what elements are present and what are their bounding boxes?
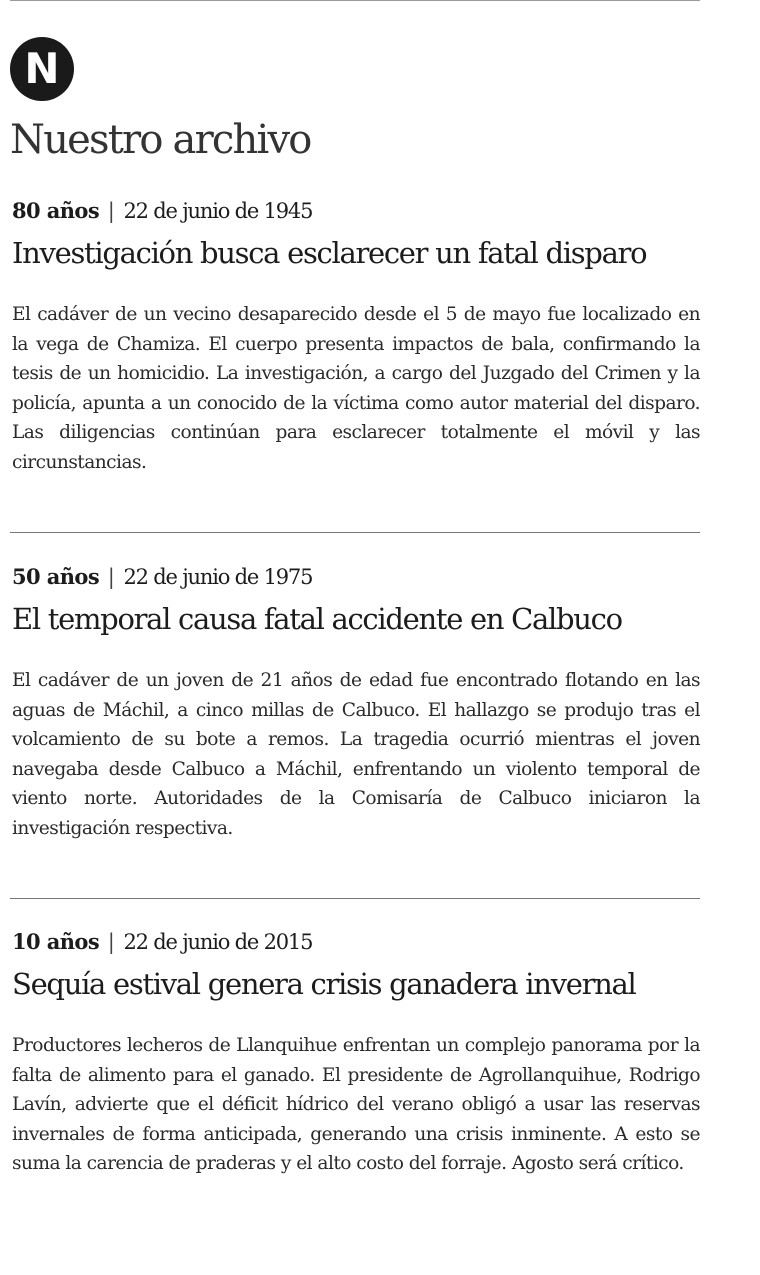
entry-separator: | bbox=[107, 930, 115, 954]
top-rule bbox=[10, 0, 700, 1]
entry-body: El cadáver de un joven de 21 años de edad fue encontrado flotando en las aguas de Máchil, a cinco millas de Calbuco. El hallazgo se produjo tras el volcamiento de su bote a remos. La tragedia ocurrió mientras el joven navegaba desde Calbuco a Máchil, enfrentando un violento temporal de viento norte. Autoridades de la Comisaría de Calbuco iniciaron la investigación respectiva. bbox=[12, 670, 700, 839]
entry-separator: | bbox=[107, 565, 115, 589]
entry-date: 22 de junio de 2015 bbox=[123, 930, 313, 954]
entry-years: 50 años bbox=[12, 564, 100, 589]
entry-years: 80 años bbox=[12, 198, 100, 223]
entry-dateline bbox=[12, 562, 702, 592]
newspaper-logo bbox=[10, 37, 74, 101]
entry-headline: Investigación busca esclarecer un fatal disparo bbox=[12, 236, 647, 270]
section-divider bbox=[10, 898, 700, 899]
archive-entry-50 bbox=[12, 562, 702, 844]
entry-date: 22 de junio de 1945 bbox=[123, 199, 313, 223]
entry-date: 22 de junio de 1975 bbox=[123, 565, 313, 589]
archive-entry-10 bbox=[12, 927, 702, 1179]
entry-headline: Sequía estival genera crisis ganadera invernal bbox=[12, 967, 636, 1001]
entry-separator: | bbox=[107, 199, 115, 223]
page-title: Nuestro archivo bbox=[10, 117, 311, 163]
entry-years: 10 años bbox=[12, 929, 100, 954]
entry-body: Productores lecheros de Llanquihue enfrentan un complejo panorama por la falta de alimento para el ganado. El presidente de Agrollanquihue, Rodrigo Lavín, advierte que el déficit hídrico del verano obligó a usar las reservas invernales de forma anticipada, generando una crisis inminente. A esto se suma la carencia de praderas y el alto costo del forraje. Agosto será crítico. bbox=[12, 1035, 700, 1175]
entry-body: El cadáver de un vecino desaparecido desde el 5 de mayo fue localizado en la vega de Chamiza. El cuerpo presenta impactos de bala, confirmando la tesis de un homicidio. La investigación, a cargo del Juzgado del Crimen y la policía, apunta a un conocido de la víctima como autor material del disparo. Las diligencias continúan para esclarecer totalmente el móvil y las circunstancias. bbox=[12, 304, 700, 473]
logo-letter: N bbox=[24, 44, 60, 93]
entry-dateline bbox=[12, 927, 702, 957]
archive-entry-80 bbox=[12, 196, 702, 478]
entry-headline: El temporal causa fatal accidente en Calbuco bbox=[12, 602, 622, 636]
entry-dateline bbox=[12, 196, 702, 226]
section-divider bbox=[10, 532, 700, 533]
